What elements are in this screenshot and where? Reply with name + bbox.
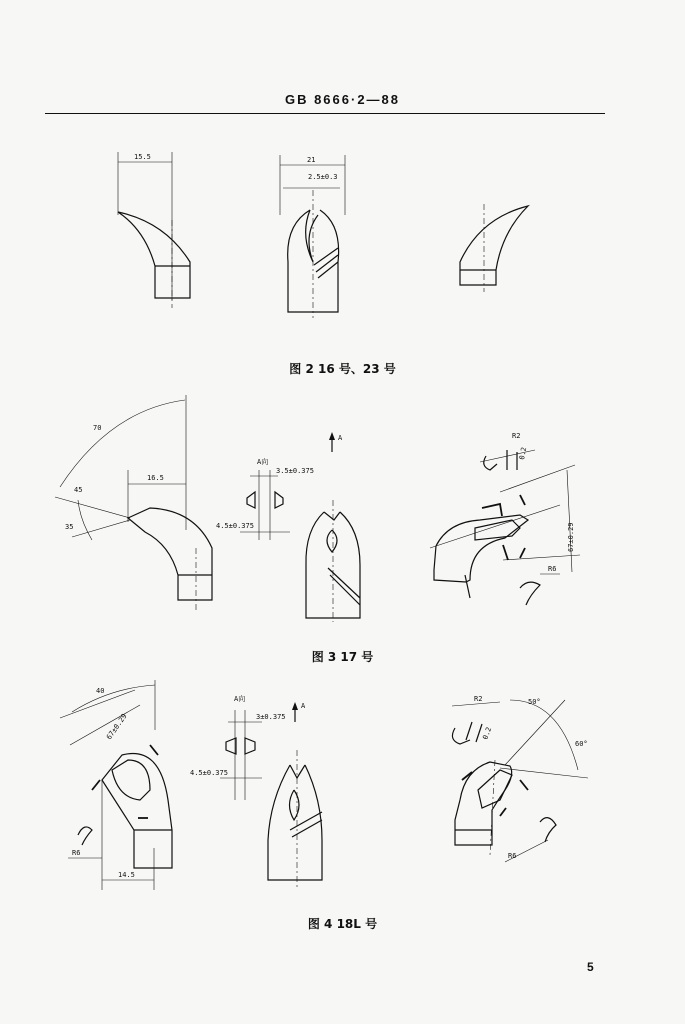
fig3-dim-35: 35 <box>65 523 74 531</box>
fig3-view-arrow: A <box>338 434 343 442</box>
fig4-r6-left: R6 <box>72 849 81 857</box>
fig4-r2: R2 <box>474 695 483 703</box>
fig4-view-label: A向 <box>234 695 246 703</box>
fig4-dim-67: 67±0.29 <box>105 712 129 742</box>
figure-2-middle-blade <box>280 155 345 318</box>
fig3-t-0-2: 0.2 <box>518 446 529 461</box>
fig3-dim-45: 45 <box>74 486 83 494</box>
figure-3-right-blade <box>430 432 580 605</box>
fig4-r6-right: R6 <box>508 852 517 860</box>
fig3-dim-16-5: 16.5 <box>147 474 164 482</box>
figure-3-caption: 图 3 17 号 <box>311 650 374 664</box>
figure-2-left-blade <box>118 152 190 308</box>
fig3-dim-3-5: 3.5±0.375 <box>276 467 314 475</box>
fig2-dim-gap: 2.5±0.3 <box>308 173 338 181</box>
fig2-dim-21: 21 <box>307 156 316 164</box>
figure-4-left-blade <box>60 680 172 890</box>
fig3-r6: R6 <box>548 565 557 573</box>
figure-3-middle-blade <box>306 500 360 622</box>
figure-4-right-blade <box>452 695 588 862</box>
fig4-ang-50: 50° <box>528 698 541 706</box>
fig4-dim-14-5: 14.5 <box>118 871 135 879</box>
fig2-dim-15-5: 15.5 <box>134 153 151 161</box>
fig3-dim-4-5: 4.5±0.375 <box>216 522 254 530</box>
fig3-dim-70: 70 <box>93 424 102 432</box>
standard-header: GB 8666·2—88 <box>284 92 401 107</box>
fig4-dim-40: 40 <box>96 687 105 695</box>
fig4-dim-3: 3±0.375 <box>256 713 286 721</box>
figure-4-caption: 图 4 18L 号 <box>307 917 378 931</box>
page-number: 5 <box>587 960 594 974</box>
fig4-t-0-2: 0.2 <box>481 726 494 741</box>
fig3-view-label: A向 <box>257 458 269 466</box>
figure-3-section-view <box>216 432 343 540</box>
figure-4-middle-blade <box>268 750 322 890</box>
fig3-r2: R2 <box>512 432 521 440</box>
figure-2-right-blade <box>460 204 528 292</box>
fig4-view-arrow: A <box>301 702 306 710</box>
figure-3-left-blade <box>55 395 212 610</box>
fig3-dim-67: 67±0.29 <box>567 522 575 552</box>
figure-4-section-view <box>190 694 306 800</box>
fig4-dim-4-5: 4.5±0.375 <box>190 769 228 777</box>
figure-2-caption: 图 2 16 号、23 号 <box>289 362 396 376</box>
fig4-ang-60: 60° <box>575 740 588 748</box>
